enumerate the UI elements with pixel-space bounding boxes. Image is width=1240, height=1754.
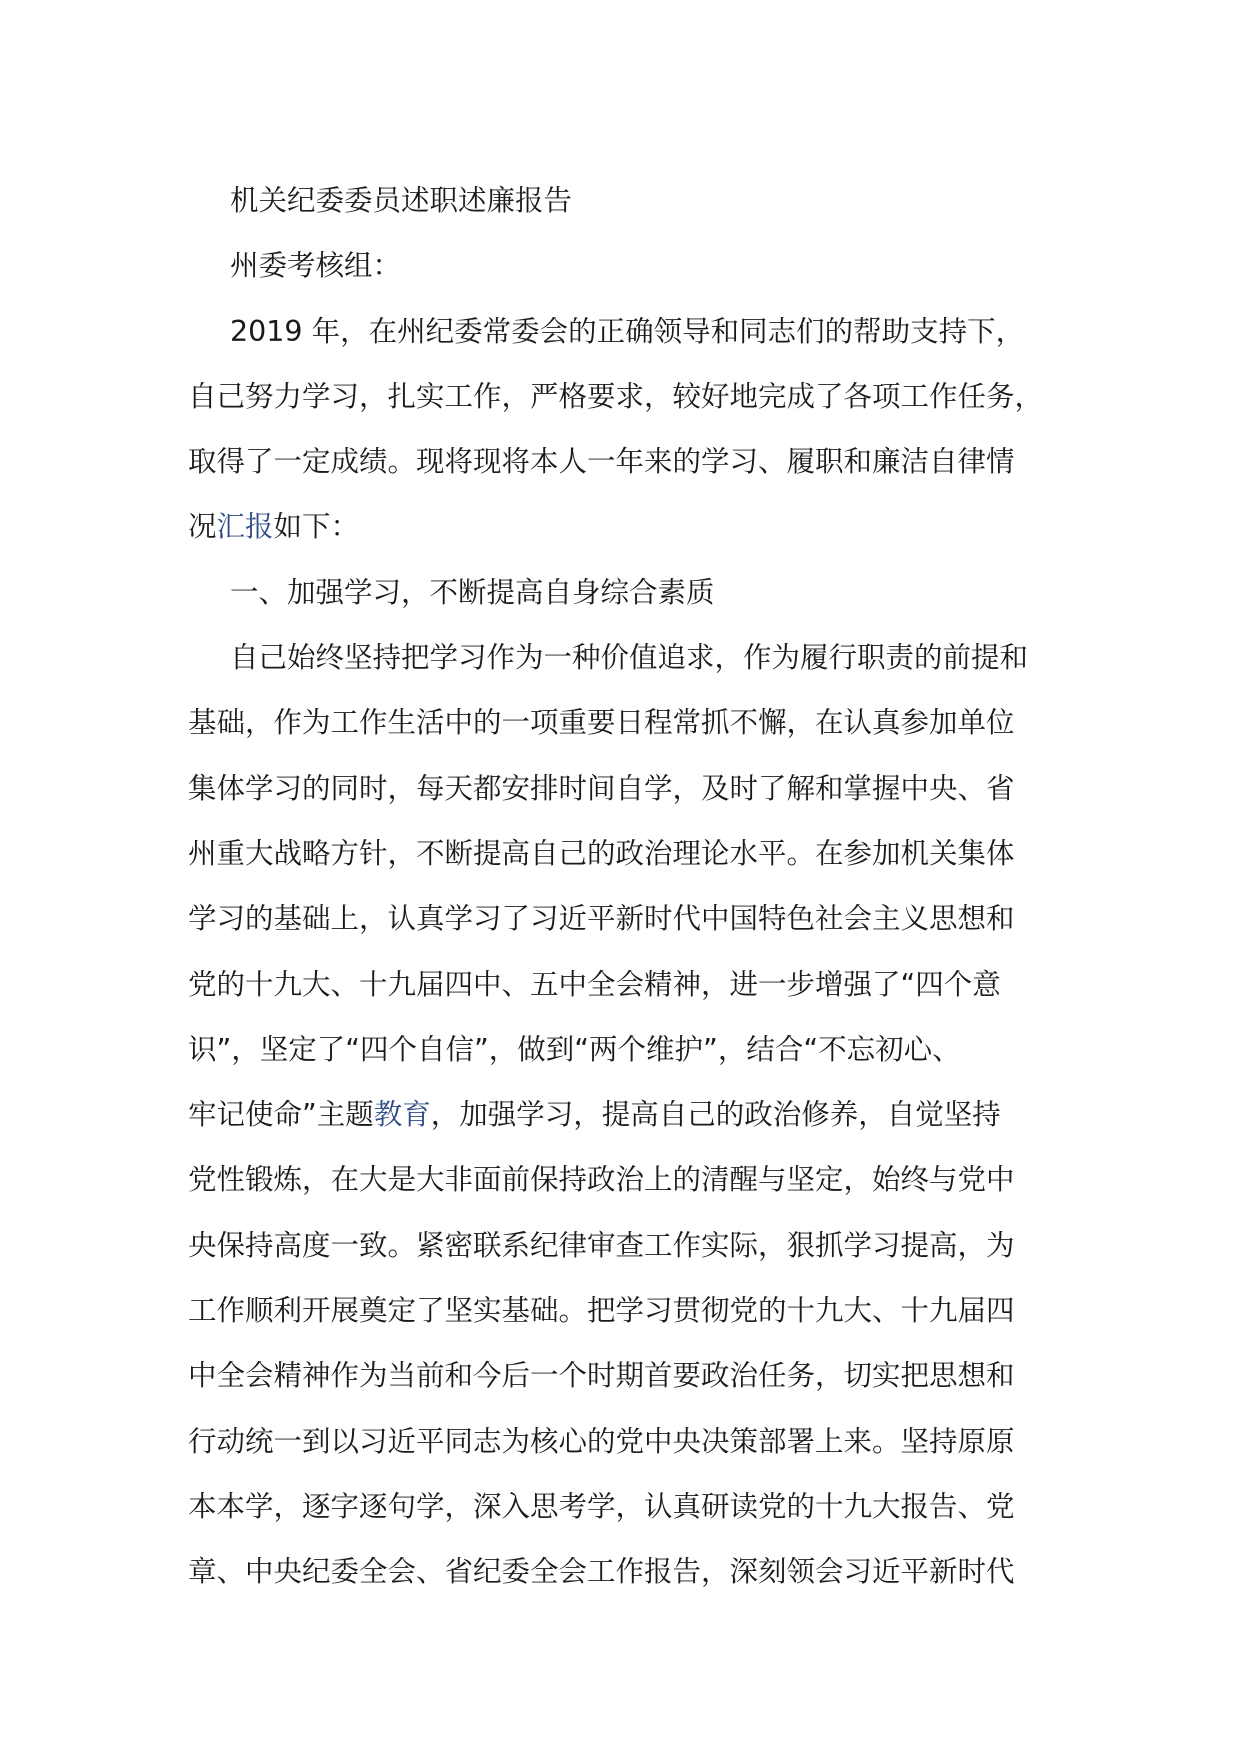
paragraph-line: 基础，作为工作生活中的一项重要日程常抓不懈，在认真参加单位: [188, 706, 1015, 740]
paragraph-line: 党的十九大、十九届四中、五中全会精神，进一步增强了“四个意: [188, 967, 1001, 1001]
paragraph-line: 自己始终坚持把学习作为一种价值追求，作为履行职责的前提和: [230, 641, 1029, 675]
hyperlink-education[interactable]: 教育: [373, 1098, 431, 1132]
hyperlink-report[interactable]: 汇报: [216, 510, 274, 544]
paragraph-line: 取得了一定成绩。现将现将本人一年来的学习、履职和廉洁自律情: [188, 445, 1015, 479]
paragraph-line: 集体学习的同时，每天都安排时间自学，及时了解和掌握中央、省: [188, 771, 1015, 805]
paragraph-line: 学习的基础上，认真学习了习近平新时代中国特色社会主义思想和: [188, 902, 1015, 936]
section-heading: 一、加强学习，不断提高自身综合素质: [230, 575, 715, 609]
paragraph-line: 行动统一到以习近平同志为核心的党中央决策部署上来。坚持原原: [188, 1424, 1015, 1458]
text-segment: 如下：: [273, 510, 360, 544]
text-segment: 牢记使命”主题: [188, 1098, 374, 1132]
paragraph-line: 央保持高度一致。紧密联系纪律审查工作实际，狠抓学习提高，为: [188, 1228, 1015, 1262]
paragraph-line: 本本学，逐字逐句学，深入思考学，认真研读党的十九大报告、党: [188, 1489, 1015, 1523]
paragraph-line: 章、中央纪委全会、省纪委全会工作报告，深刻领会习近平新时代: [188, 1555, 1015, 1589]
paragraph-line: 工作顺利开展奠定了坚实基础。把学习贯彻党的十九大、十九届四: [188, 1294, 1015, 1328]
text-segment: 况: [188, 510, 217, 544]
paragraph-line: [188, 1082, 1068, 1147]
paragraph-line: 2019 年，在州纪委常委会的正确领导和同志们的帮助支持下，: [230, 314, 1025, 348]
paragraph-line: 识”，坚定了“四个自信”，做到“两个维护”，结合“不忘初心、: [188, 1032, 961, 1066]
paragraph-line: 中全会精神作为当前和今后一个时期首要政治任务，切实把思想和: [188, 1359, 1015, 1393]
paragraph-line: [188, 494, 1068, 559]
document-body: [188, 168, 1068, 1605]
paragraph-line: 州重大战略方针，不断提高自己的政治理论水平。在参加机关集体: [188, 836, 1015, 870]
paragraph-line: 自己努力学习，扎实工作，严格要求，较好地完成了各项工作任务，: [188, 379, 1044, 413]
paragraph-line: 党性锻炼，在大是大非面前保持政治上的清醒与坚定，始终与党中: [188, 1163, 1015, 1197]
salutation: 州委考核组：: [230, 249, 402, 283]
text-segment: ，加强学习，提高自己的政治修养，自觉坚持: [430, 1098, 1001, 1132]
document-title: 机关纪委委员述职述廉报告: [230, 184, 573, 217]
